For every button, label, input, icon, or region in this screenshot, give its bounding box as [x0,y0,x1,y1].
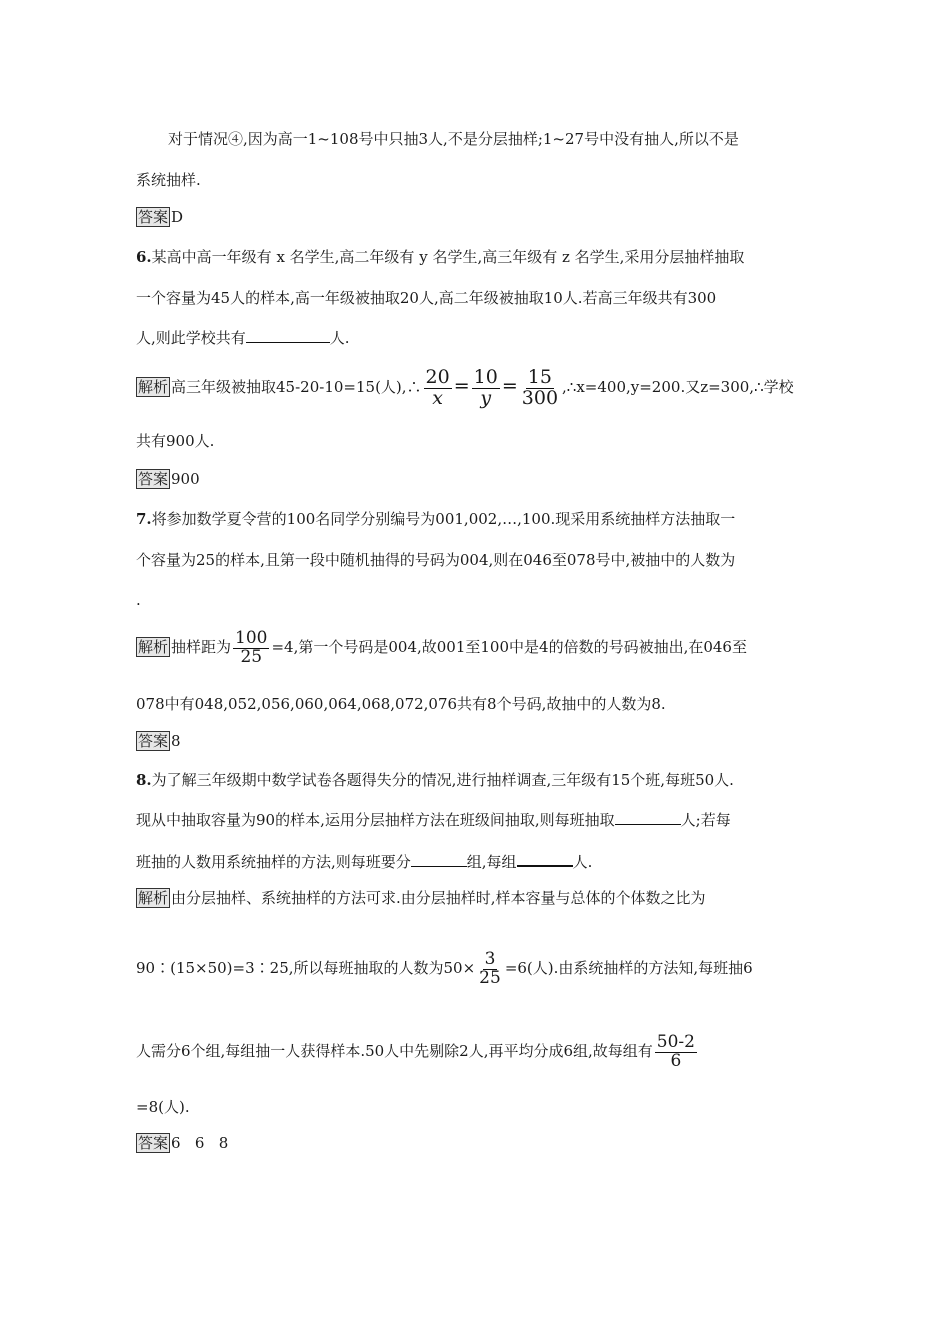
answer-blank [246,328,330,343]
solution-text: 人需分6个组,每组抽一人获得样本.50人中先剔除2人,再平均分成6组,故每组有 [136,1042,653,1060]
fraction-numerator: 50-2 [656,1031,695,1052]
answer-5-value: D [171,208,184,226]
answer-label: 答案 [138,1134,169,1152]
answer-blank [517,851,573,867]
question-8-solution-line2 [136,946,753,990]
fraction [477,948,503,988]
question-7-line1 [136,509,735,529]
answer-7 [136,731,181,751]
fraction-numerator: 15 [527,365,552,388]
solution-text: =4,第一个号码是004,故001至100中是4的倍数的号码被抽出,在046至 [271,638,747,656]
analysis-label: 解析 [138,638,169,656]
fraction [655,1031,697,1071]
fraction-denominator: x [432,386,443,409]
answer-label: 答案 [138,732,169,750]
equals-sign: = [453,375,470,397]
solution-text: =6(人).由系统抽样的方法知,每班抽6 [504,959,753,977]
answer-blank [411,852,467,867]
fraction-denominator: 300 [521,386,559,409]
solution-text: 90∶(15×50)=3∶25,所以每班抽取的人数为50× [136,959,476,977]
answer-blank [615,810,681,825]
fraction-numerator: 20 [425,365,450,388]
question-8-solution-line1 [136,888,706,908]
solution-text: ,∴x=400,y=200.又z=300,∴学校 [562,378,794,396]
fraction [472,365,500,409]
analysis-label: 解析 [138,378,169,396]
question-8-text-2a: 现从中抽取容量为90的样本,运用分层抽样方法在班级间抽取,则每班抽取 [136,811,615,829]
question-number: 6. [136,248,152,266]
answer-8 [136,1133,228,1153]
question-8-solution-line3 [136,1029,699,1073]
fraction [424,365,452,409]
question-8-line1 [136,770,734,790]
question-8-text-1: 为了解三年级期中数学试卷各题得失分的情况,进行抽样调查,三年级有15个班,每班50人. [151,771,734,789]
fraction-numerator: 3 [484,948,496,969]
paragraph-situation4-line2: 系统抽样. [136,171,201,189]
question-6-text-1: 某高中高一年级有 x 名学生,高二年级有 y 名学生,高三年级有 z 名学生,采用分层抽样抽取 [151,248,745,266]
answer-5 [136,207,183,227]
question-8-text-3b: 组,每组 [466,853,517,871]
question-7-solution-line1 [136,625,747,669]
question-number: 8. [136,771,152,789]
answer-label: 答案 [138,470,169,488]
solution-text: 抽样距为 [171,638,232,656]
question-8-text-3c: 人. [572,853,593,871]
question-6-solution-line1 [136,364,794,409]
question-7-solution-line2: 078中有048,052,056,060,064,068,072,076共有8个号码,故抽中的人数为8. [136,695,666,713]
question-number: 7. [136,510,152,528]
fraction-denominator: 6 [670,1050,682,1071]
fraction-denominator: 25 [479,967,501,988]
question-8-line3 [136,851,592,872]
question-8-text-3a: 班抽的人数用系统抽样的方法,则每班要分 [136,853,411,871]
equals-sign: = [501,375,518,397]
fraction [520,365,560,409]
paragraph-situation4-line1: 对于情况④,因为高一1~108号中只抽3人,不是分层抽样;1~27号中没有抽人,所以不是 [168,130,739,148]
question-6-solution-line2: 共有900人. [136,432,215,450]
question-7-line2: 个容量为25的样本,且第一段中随机抽得的号码为004,则在046至078号中,被抽中的人数为 [136,551,736,569]
fraction-denominator: y [480,386,492,409]
question-8-line2 [136,810,731,830]
question-6-text-3a: 人,则此学校共有 [136,329,246,347]
solution-text: 高三年级被抽取45-20-10=15(人),∴ [171,378,422,396]
answer-label: 答案 [138,208,169,226]
answer-6-value: 900 [171,470,200,488]
answer-6 [136,469,200,489]
question-8-text-2b: 人;若每 [680,811,731,829]
fraction-denominator: 25 [240,646,263,667]
fraction-numerator: 100 [235,627,268,648]
analysis-label: 解析 [138,889,169,907]
fraction-numerator: 10 [473,365,498,388]
question-7-text-1: 将参加数学夏令营的100名同学分别编号为001,002,…,100.现采用系统抽样方法抽取一 [151,510,736,528]
question-6-line2: 一个容量为45人的样本,高一年级被抽取20人,高二年级被抽取10人.若高三年级共有300 [136,289,717,307]
question-8-solution-line4: =8(人). [136,1098,190,1116]
question-6-line1 [136,247,744,267]
fraction [233,627,269,667]
answer-7-value: 8 [171,732,181,750]
question-7-line3: . [136,591,141,609]
question-6-line3 [136,328,350,348]
solution-text: 由分层抽样、系统抽样的方法可求.由分层抽样时,样本容量与总体的个体数之比为 [171,889,706,907]
question-6-text-3b: 人. [329,329,350,347]
answer-8-value: 6 6 8 [171,1134,229,1152]
